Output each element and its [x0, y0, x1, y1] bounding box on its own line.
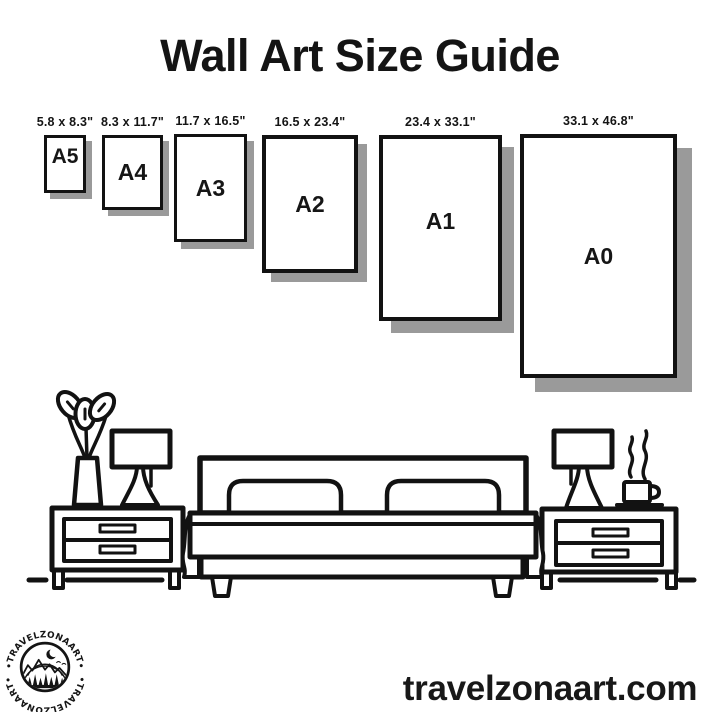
- size-code-a2: A2: [295, 190, 325, 217]
- size-card-a0: [520, 114, 677, 378]
- size-swatch-a2: [262, 135, 358, 273]
- size-dimensions-a3: 11.7 x 16.5": [175, 114, 246, 128]
- page-title: Wall Art Size Guide: [160, 30, 560, 81]
- logo-text-top: •TRAVELZONAART•: [4, 630, 86, 670]
- water-lines-icon: [27, 692, 63, 699]
- table-lamp-left-icon: [112, 431, 170, 505]
- size-code-a0: A0: [583, 242, 614, 269]
- pillow-icon: [387, 481, 499, 513]
- size-dimensions-a4: 8.3 x 11.7": [100, 115, 165, 129]
- size-card-a5: [36, 115, 94, 193]
- size-swatch-a1: [379, 135, 502, 321]
- size-swatch-a5: [44, 135, 86, 193]
- brand-logo: [0, 622, 90, 712]
- bedroom-illustration: [0, 380, 720, 605]
- plant-vase-icon: [53, 387, 119, 505]
- size-swatch-a4: [102, 135, 163, 210]
- size-card-a2: [262, 115, 358, 273]
- website-url: travelzonaart.com: [402, 669, 698, 708]
- size-dimensions-a1: 23.4 x 33.1": [405, 115, 476, 129]
- table-lamp-right-icon: [554, 431, 612, 508]
- pillow-icon: [229, 481, 341, 513]
- size-swatch-a3: [174, 134, 247, 242]
- size-code-a5: A5: [51, 145, 79, 168]
- size-dimensions-a2: 16.5 x 23.4": [274, 115, 346, 129]
- double-bed-icon: [183, 458, 544, 596]
- nightstand-right-icon: [542, 509, 676, 588]
- size-code-a3: A3: [195, 174, 226, 201]
- nightstand-left-icon: [52, 508, 183, 588]
- size-dimensions-a5: 5.8 x 8.3": [36, 115, 94, 129]
- coffee-cup-icon: [617, 431, 662, 505]
- size-code-a4: A4: [117, 159, 148, 185]
- size-dimensions-a0: 33.1 x 46.8": [563, 114, 634, 128]
- size-code-a1: A1: [425, 207, 456, 234]
- size-card-a4: [100, 115, 165, 210]
- steam-icon: [630, 431, 647, 479]
- size-swatch-a0: [520, 134, 677, 378]
- size-card-a3: [174, 114, 247, 242]
- size-card-a1: [379, 115, 502, 321]
- logo-text-bottom: •TRAVELZONAART•: [3, 675, 87, 712]
